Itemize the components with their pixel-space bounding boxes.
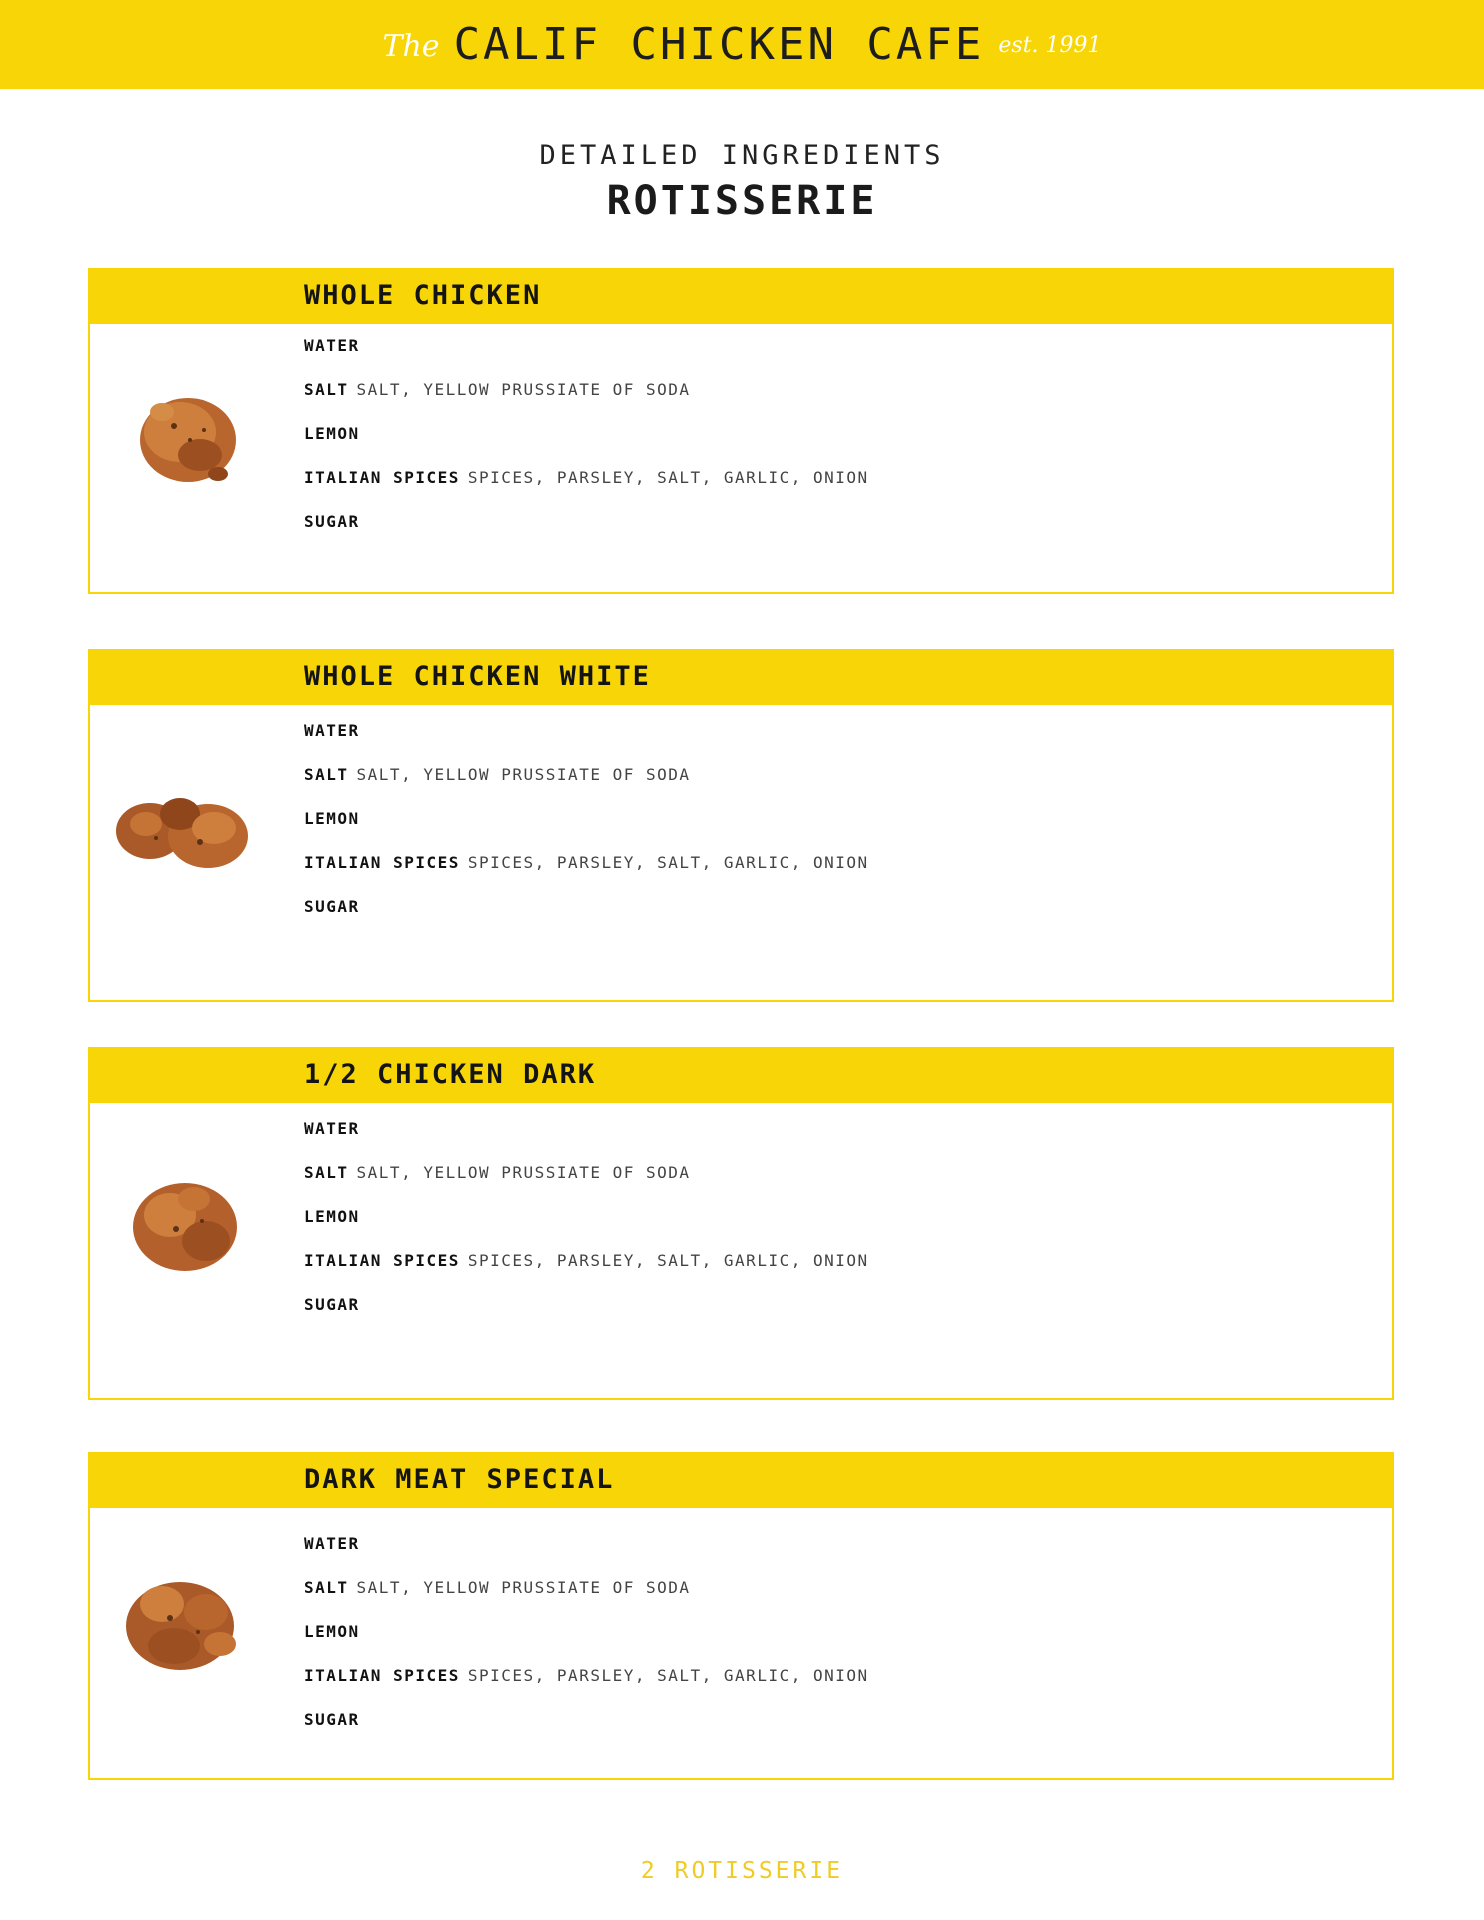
- ingredient-item: [304, 1710, 869, 1754]
- ingredient-detail: SALT, YELLOW PRUSSIATE OF SODA: [356, 1578, 691, 1597]
- ingredient-name: ITALIAN SPICES: [304, 1666, 460, 1685]
- ingredient-item: [304, 1622, 869, 1666]
- ingredient-name: LEMON: [304, 809, 360, 828]
- chicken-dark-pieces-image: [110, 1159, 260, 1289]
- item-name: WHOLE CHICKEN WHITE: [304, 661, 651, 692]
- ingredient-detail: SALT, YELLOW PRUSSIATE OF SODA: [356, 380, 691, 399]
- ingredient-item: [304, 468, 869, 512]
- ingredient-item: [304, 336, 869, 380]
- ingredient-name: SALT: [304, 380, 349, 399]
- ingredient-item: [304, 1666, 869, 1710]
- ingredient-item: [304, 512, 869, 556]
- ingredient-item: [304, 1534, 869, 1578]
- ingredient-name: LEMON: [304, 1207, 360, 1226]
- page-title: ROTISSERIE: [606, 178, 878, 224]
- brand-established: est. 1991: [998, 33, 1102, 58]
- ingredient-name: WATER: [304, 1534, 360, 1553]
- ingredient-item: [304, 765, 869, 809]
- ingredient-name: ITALIAN SPICES: [304, 853, 460, 872]
- item-name: WHOLE CHICKEN: [304, 280, 542, 311]
- ingredient-item: [304, 1251, 869, 1295]
- dark-meat-pile-image: [110, 1554, 260, 1684]
- ingredient-name: LEMON: [304, 424, 360, 443]
- ingredient-name: ITALIAN SPICES: [304, 1251, 460, 1270]
- ingredient-name: WATER: [304, 336, 360, 355]
- card-header: [88, 268, 1394, 324]
- whole-roast-chicken-image: [110, 370, 260, 500]
- ingredient-list: [304, 721, 869, 941]
- ingredient-detail: SPICES, PARSLEY, SALT, GARLIC, ONION: [467, 1251, 869, 1270]
- brand-prefix: The: [382, 29, 440, 64]
- chicken-white-pieces-image: [110, 766, 260, 896]
- card-header: [88, 1047, 1394, 1103]
- ingredient-item: [304, 1578, 869, 1622]
- ingredient-name: SUGAR: [304, 1295, 360, 1314]
- ingredient-name: SALT: [304, 1163, 349, 1182]
- ingredient-detail: SALT, YELLOW PRUSSIATE OF SODA: [356, 1163, 691, 1182]
- ingredient-list: [304, 1119, 869, 1339]
- ingredient-item: [304, 809, 869, 853]
- brand-name: CALIF CHICKEN CAFE: [453, 19, 985, 70]
- card-header: [88, 1452, 1394, 1508]
- ingredient-item: [304, 1295, 869, 1339]
- ingredient-name: WATER: [304, 721, 360, 740]
- ingredient-detail: SALT, YELLOW PRUSSIATE OF SODA: [356, 765, 691, 784]
- ingredient-name: ITALIAN SPICES: [304, 468, 460, 487]
- ingredient-item: [304, 853, 869, 897]
- ingredient-name: SUGAR: [304, 512, 360, 531]
- ingredient-item: [304, 1207, 869, 1251]
- ingredient-detail: SPICES, PARSLEY, SALT, GARLIC, ONION: [467, 468, 869, 487]
- menu-item-card: [88, 649, 1394, 1002]
- menu-item-card: [88, 1047, 1394, 1400]
- ingredient-item: [304, 897, 869, 941]
- menu-item-card: [88, 1452, 1394, 1780]
- ingredient-name: SALT: [304, 765, 349, 784]
- ingredient-item: [304, 1163, 869, 1207]
- ingredient-list: [304, 336, 869, 556]
- page-subtitle: DETAILED INGREDIENTS: [539, 140, 945, 171]
- ingredient-item: [304, 424, 869, 468]
- item-name: 1/2 CHICKEN DARK: [304, 1059, 597, 1090]
- ingredient-name: WATER: [304, 1119, 360, 1138]
- ingredient-name: LEMON: [304, 1622, 360, 1641]
- ingredient-detail: SPICES, PARSLEY, SALT, GARLIC, ONION: [467, 1666, 869, 1685]
- ingredient-item: [304, 380, 869, 424]
- ingredient-name: SUGAR: [304, 897, 360, 916]
- brand-logo: [0, 0, 1484, 89]
- ingredient-item: [304, 721, 869, 765]
- ingredient-list: [304, 1534, 869, 1754]
- ingredient-name: SUGAR: [304, 1710, 360, 1729]
- item-name: DARK MEAT SPECIAL: [304, 1464, 615, 1495]
- ingredient-item: [304, 1119, 869, 1163]
- card-header: [88, 649, 1394, 705]
- ingredient-detail: SPICES, PARSLEY, SALT, GARLIC, ONION: [467, 853, 869, 872]
- ingredient-name: SALT: [304, 1578, 349, 1597]
- menu-item-card: [88, 268, 1394, 594]
- page-footer: 2 ROTISSERIE: [640, 1858, 844, 1884]
